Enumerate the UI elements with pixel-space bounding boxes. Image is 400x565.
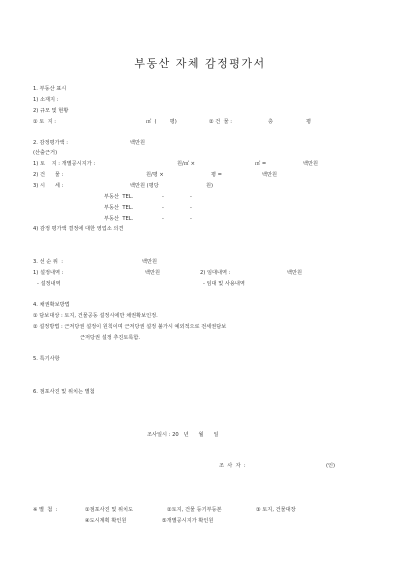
land-label: ① 토 지 : bbox=[33, 119, 57, 125]
appraisal-unit: 백만원 bbox=[130, 140, 146, 146]
survey-date: 조사일시 : 20 년 월 일 bbox=[147, 432, 219, 438]
mortgage-unit: 백만원 bbox=[145, 270, 161, 276]
realtor-tel-label: 부동산 TEL. bbox=[104, 205, 134, 211]
building-area-unit: 평 bbox=[306, 119, 312, 125]
attachment-item: ①점포사진 및 위치도 bbox=[85, 507, 134, 513]
land-price-rate: 원/㎡ × bbox=[177, 161, 195, 167]
surveyor-label: 조 사 자 : bbox=[219, 463, 246, 469]
market-price-mid: 백만원 (평당 bbox=[130, 183, 159, 189]
section1-heading: 1. 부동산 표시 bbox=[33, 86, 67, 92]
section2-heading: 2. 감정평가액 : bbox=[33, 140, 69, 146]
setup-method: ② 설정방법 : 근저당권 설정이 원칙이며 근저당권 설정 불가시 예외적으로 전세권담보 bbox=[33, 324, 227, 330]
land-price-label: 1) 토 지 : 개별공시지가 : bbox=[33, 161, 96, 167]
senior-lien-unit: 백만원 bbox=[142, 259, 158, 265]
land-price-unit: 백만원 bbox=[303, 161, 319, 167]
realtor-tel-label: 부동산 TEL. bbox=[104, 216, 134, 222]
section6-heading: 6. 점포사진 및 위치는 별첨 bbox=[33, 389, 95, 395]
land-price-eq: ㎡ = bbox=[255, 161, 267, 167]
section4-heading: 4. 채권확보방법 bbox=[33, 302, 70, 308]
realtor-tel-dash: - bbox=[190, 194, 192, 200]
document-title: 부동산 자체 감정평가서 bbox=[134, 57, 266, 70]
mortgage-label: 1) 설정내역 : bbox=[33, 270, 64, 276]
realtor-tel-label: 부동산 TEL. bbox=[104, 194, 134, 200]
attachment-item: ④도시계획 확인원 bbox=[85, 518, 127, 524]
building-price-unit: 백만원 bbox=[262, 172, 278, 178]
attachments-label: ※ 별 첨 : bbox=[33, 507, 58, 513]
realtor-tel-dash: - bbox=[162, 205, 164, 211]
attachment-item: ②토지, 건물 등기부등본 bbox=[167, 507, 222, 513]
building-label: ② 건 물 : bbox=[209, 119, 233, 125]
section5-heading: 5. 특기사항 bbox=[33, 356, 60, 362]
attachment-item: ③ 토지, 건물대장 bbox=[256, 507, 296, 513]
basis-label: (산출근거) bbox=[33, 150, 58, 156]
building-price-eq: 평 = bbox=[211, 172, 223, 178]
branch-opinion-label: 4) 감정 평가액 결정에 대한 영업소 의견 bbox=[33, 226, 124, 232]
market-price-label: 3) 시 세 : bbox=[33, 183, 64, 189]
lease-unit: 백만원 bbox=[287, 270, 303, 276]
lease-detail-label: - 임대 및 사용내역 bbox=[203, 281, 245, 287]
lease-label: 2) 임대내역 : bbox=[200, 270, 231, 276]
section3-heading: 3. 선 순 위 : bbox=[33, 259, 63, 265]
realtor-tel-dash: - bbox=[190, 216, 192, 222]
location-label: 1) 소재지 : bbox=[33, 97, 59, 103]
land-area: ㎡ ( 평) bbox=[146, 119, 177, 125]
building-floor: 층 bbox=[268, 119, 274, 125]
market-price-end: 원) bbox=[206, 183, 214, 189]
realtor-tel-dash: - bbox=[190, 205, 192, 211]
scale-label: 2) 규모 및 현황 bbox=[33, 108, 69, 114]
building-price-label: 2) 건 물 : bbox=[33, 172, 64, 178]
attachment-item: ⑤개별공시지가 확인원 bbox=[162, 518, 214, 524]
building-price-rate: 원/평 × bbox=[146, 172, 164, 178]
seal-mark: (인) bbox=[326, 463, 336, 469]
mortgage-detail-label: - 설정내역 bbox=[37, 281, 61, 287]
collateral-target: ① 담보대상 : 토지, 건물공동 설정시에만 채권확보인정. bbox=[33, 313, 158, 319]
realtor-tel-dash: - bbox=[162, 194, 164, 200]
setup-method-cont: 근저당권 설정 추진토록함. bbox=[80, 335, 141, 341]
realtor-tel-dash: - bbox=[162, 216, 164, 222]
